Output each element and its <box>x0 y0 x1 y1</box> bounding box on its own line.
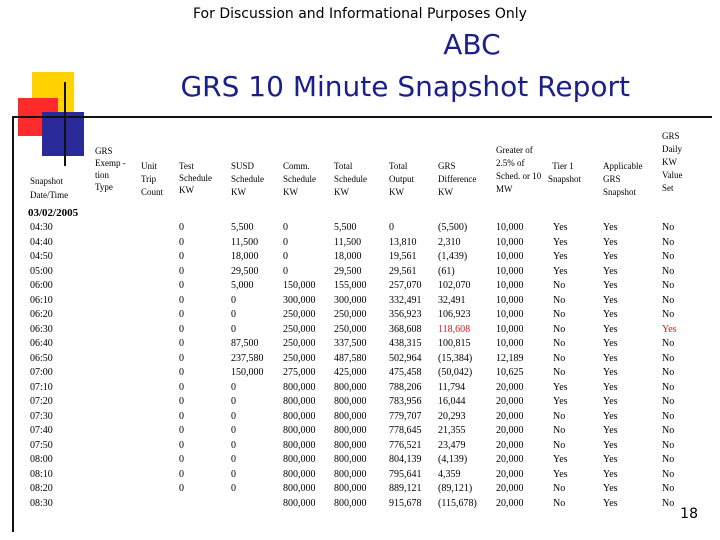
table-cell-output: 804,139 <box>389 454 422 465</box>
table-cell-output: 783,956 <box>389 396 422 407</box>
table-cell-greater: 10,000 <box>496 222 524 233</box>
header-comm-schedule-kw: Comm. Schedule KW <box>283 161 316 197</box>
table-cell-diff: (50,042) <box>438 367 473 378</box>
table-cell-output: 778,645 <box>389 425 422 436</box>
decorative-vertical-line <box>64 82 66 166</box>
table-cell-test: 0 <box>179 251 184 262</box>
table-cell-susd: 87,500 <box>231 338 259 349</box>
table-cell-tier1: Yes <box>553 236 568 248</box>
table-cell-susd: 5,000 <box>231 280 254 291</box>
table-cell-test: 0 <box>179 352 184 364</box>
table-cell-tier1: Yes <box>553 454 568 465</box>
table-cell-susd: 150,000 <box>231 367 264 378</box>
table-cell-susd: 0 <box>231 439 236 451</box>
decorative-horizontal-line <box>12 116 712 118</box>
table-cell-test: 0 <box>179 454 184 465</box>
table-cell-time: 04:30 <box>30 222 53 233</box>
table-cell-daily: No <box>662 222 675 233</box>
table-cell-comm: 250,000 <box>283 323 316 335</box>
table-cell-greater: 10,000 <box>496 236 524 248</box>
table-cell-output: 356,923 <box>389 309 422 320</box>
table-cell-tier1: Yes <box>553 381 568 393</box>
table-cell-greater: 10,000 <box>496 251 524 262</box>
table-cell-total-sched: 250,000 <box>334 309 367 320</box>
table-cell-comm: 800,000 <box>283 439 316 451</box>
table-cell-tier1: No <box>553 367 566 378</box>
table-cell-diff: (89,121) <box>438 483 473 494</box>
table-cell-comm: 275,000 <box>283 367 316 378</box>
table-cell-total-sched: 487,580 <box>334 352 367 364</box>
table-cell-total-sched: 800,000 <box>334 483 367 494</box>
table-cell-daily: No <box>662 352 675 364</box>
table-cell-susd: 0 <box>231 323 236 335</box>
table-cell-applicable: Yes <box>603 352 618 364</box>
table-cell-applicable: Yes <box>603 251 618 262</box>
table-cell-comm: 800,000 <box>283 381 316 393</box>
table-cell-diff: (1,439) <box>438 251 468 262</box>
table-cell-applicable: Yes <box>603 280 618 291</box>
table-cell-time: 06:10 <box>30 294 53 306</box>
table-cell-time: 07:10 <box>30 381 53 393</box>
table-cell-diff: 100,815 <box>438 338 471 349</box>
table-cell-tier1: No <box>553 497 566 509</box>
header-grs-exemption-type: GRS Exemp -tion Type <box>95 146 126 192</box>
table-cell-susd: 237,580 <box>231 352 264 364</box>
table-cell-diff: 102,070 <box>438 280 471 291</box>
table-cell-test: 0 <box>179 265 184 277</box>
table-cell-comm: 250,000 <box>283 338 316 349</box>
table-cell-test: 0 <box>179 309 184 320</box>
table-cell-comm: 250,000 <box>283 352 316 364</box>
table-cell-total-sched: 800,000 <box>334 439 367 451</box>
table-cell-susd: 11,500 <box>231 236 259 248</box>
table-cell-test: 0 <box>179 439 184 451</box>
table-cell-daily: No <box>662 338 675 349</box>
table-cell-time: 07:20 <box>30 396 53 407</box>
table-cell-test: 0 <box>179 338 184 349</box>
table-cell-total-sched: 300,000 <box>334 294 367 306</box>
table-cell-tier1: No <box>553 280 566 291</box>
header-total-output-kw: Total Output KW <box>389 161 415 197</box>
table-cell-applicable: Yes <box>603 381 618 393</box>
table-cell-comm: 800,000 <box>283 410 316 422</box>
table-cell-test: 0 <box>179 381 184 393</box>
table-cell-output: 332,491 <box>389 294 422 306</box>
table-cell-time: 07:50 <box>30 439 53 451</box>
table-cell-comm: 800,000 <box>283 483 316 494</box>
table-cell-total-sched: 800,000 <box>334 410 367 422</box>
table-cell-output: 0 <box>389 222 394 233</box>
table-cell-test: 0 <box>179 294 184 306</box>
table-cell-tier1: Yes <box>553 396 568 407</box>
table-cell-daily: No <box>662 294 675 306</box>
table-cell-comm: 800,000 <box>283 497 316 509</box>
table-cell-diff: (4,139) <box>438 454 468 465</box>
table-cell-test: 0 <box>179 236 184 248</box>
table-cell-susd: 0 <box>231 454 236 465</box>
decorative-left-line <box>12 116 14 532</box>
table-cell-applicable: Yes <box>603 439 618 451</box>
table-cell-test: 0 <box>179 367 184 378</box>
table-cell-daily: No <box>662 251 675 262</box>
header-date-time: Snapshot Date/Time <box>30 176 69 200</box>
table-cell-time: 08:30 <box>30 497 53 509</box>
table-cell-applicable: Yes <box>603 497 618 509</box>
table-cell-daily: No <box>662 367 675 378</box>
date-label: 03/02/2005 <box>28 207 79 219</box>
table-cell-tier1: No <box>553 338 566 349</box>
table-cell-greater: 20,000 <box>496 454 524 465</box>
table-cell-time: 08:20 <box>30 483 53 494</box>
disclaimer: For Discussion and Informational Purposes Only <box>193 6 527 22</box>
table-cell-daily: No <box>662 381 675 393</box>
table-cell-output: 475,458 <box>389 367 422 378</box>
table-cell-comm: 0 <box>283 265 288 277</box>
table-cell-diff: 23,479 <box>438 439 466 451</box>
table-cell-total-sched: 5,500 <box>334 222 357 233</box>
table-cell-daily: No <box>662 468 675 480</box>
table-cell-test: 0 <box>179 222 184 233</box>
table-cell-output: 788,206 <box>389 381 422 393</box>
table-cell-test: 0 <box>179 468 184 480</box>
table-cell-output: 19,561 <box>389 251 417 262</box>
table-cell-time: 06:40 <box>30 338 53 349</box>
table-cell-total-sched: 155,000 <box>334 280 367 291</box>
table-cell-tier1: No <box>553 439 566 451</box>
table-cell-greater: 20,000 <box>496 425 524 436</box>
table-cell-test: 0 <box>179 483 184 494</box>
table-cell-daily: Yes <box>662 323 677 335</box>
table-cell-total-sched: 800,000 <box>334 497 367 509</box>
table-cell-output: 915,678 <box>389 497 422 509</box>
table-cell-diff: 32,491 <box>438 294 466 306</box>
table-cell-diff: 20,293 <box>438 410 466 422</box>
table-cell-daily: No <box>662 265 675 277</box>
table-cell-applicable: Yes <box>603 367 618 378</box>
table-cell-greater: 20,000 <box>496 497 524 509</box>
table-cell-time: 05:00 <box>30 265 53 277</box>
table-cell-susd: 0 <box>231 309 236 320</box>
table-cell-daily: No <box>662 236 675 248</box>
table-cell-greater: 20,000 <box>496 439 524 451</box>
table-cell-comm: 0 <box>283 251 288 262</box>
table-cell-daily: No <box>662 410 675 422</box>
table-cell-greater: 20,000 <box>496 381 524 393</box>
table-cell-test: 0 <box>179 410 184 422</box>
header-grs-difference-kw: GRS Difference KW <box>438 161 477 197</box>
table-cell-comm: 800,000 <box>283 396 316 407</box>
table-cell-diff: (61) <box>438 265 455 277</box>
table-cell-daily: No <box>662 497 675 509</box>
table-cell-output: 795,641 <box>389 468 422 480</box>
table-cell-output: 29,561 <box>389 265 417 277</box>
table-cell-total-sched: 800,000 <box>334 454 367 465</box>
table-cell-output: 889,121 <box>389 483 422 494</box>
table-cell-tier1: Yes <box>553 468 568 480</box>
table-cell-comm: 800,000 <box>283 425 316 436</box>
header-tier1-snapshot: Tier 1 Snapshot <box>548 161 582 184</box>
header-greater-of: Greater of 2.5% of Sched. or 10 MW <box>496 145 542 194</box>
table-cell-susd: 0 <box>231 410 236 422</box>
table-cell-total-sched: 29,500 <box>334 265 362 277</box>
table-cell-susd: 18,000 <box>231 251 259 262</box>
header-applicable-grs-snapshot: Applicable GRS Snapshot <box>603 161 643 197</box>
table-cell-diff: (15,384) <box>438 352 473 364</box>
table-cell-susd: 0 <box>231 294 236 306</box>
table-cell-time: 06:30 <box>30 323 53 335</box>
table-cell-greater: 20,000 <box>496 410 524 422</box>
table-cell-test: 0 <box>179 280 184 291</box>
decorative-blue-square <box>42 112 84 156</box>
table-cell-comm: 300,000 <box>283 294 316 306</box>
table-cell-diff: 21,355 <box>438 425 466 436</box>
table-cell-applicable: Yes <box>603 222 618 233</box>
table-cell-tier1: Yes <box>553 251 568 262</box>
table-cell-daily: No <box>662 425 675 436</box>
table-cell-time: 06:00 <box>30 280 53 291</box>
table-cell-total-sched: 425,000 <box>334 367 367 378</box>
table-cell-total-sched: 800,000 <box>334 381 367 393</box>
table-cell-time: 07:40 <box>30 425 53 436</box>
title-line-2: GRS 10 Minute Snapshot Report <box>180 70 630 103</box>
table-cell-test: 0 <box>179 396 184 407</box>
table-cell-time: 07:00 <box>30 367 53 378</box>
table-cell-tier1: Yes <box>553 265 568 277</box>
table-cell-tier1: No <box>553 425 566 436</box>
table-cell-diff: 118,608 <box>438 323 471 335</box>
table-cell-total-sched: 18,000 <box>334 251 362 262</box>
table-cell-diff: (115,678) <box>438 497 477 509</box>
table-cell-test: 0 <box>179 425 184 436</box>
table-cell-daily: No <box>662 280 675 291</box>
header-test-schedule-kw: Test Schedule KW <box>179 161 212 195</box>
table-cell-diff: 106,923 <box>438 309 471 320</box>
table-cell-comm: 800,000 <box>283 468 316 480</box>
table-cell-greater: 10,000 <box>496 309 524 320</box>
table-cell-comm: 150,000 <box>283 280 316 291</box>
table-cell-susd: 0 <box>231 396 236 407</box>
table-cell-tier1: No <box>553 352 566 364</box>
table-cell-total-sched: 11,500 <box>334 236 362 248</box>
header-susd-schedule-kw: SUSD Schedule KW <box>231 161 264 197</box>
table-cell-daily: No <box>662 454 675 465</box>
table-cell-output: 776,521 <box>389 439 422 451</box>
table-cell-output: 779,707 <box>389 410 422 422</box>
table-cell-tier1: No <box>553 309 566 320</box>
table-cell-diff: 4,359 <box>438 468 461 480</box>
table-cell-comm: 0 <box>283 222 288 233</box>
table-cell-time: 08:10 <box>30 468 53 480</box>
table-cell-applicable: Yes <box>603 265 618 277</box>
table-cell-tier1: No <box>553 410 566 422</box>
table-cell-greater: 20,000 <box>496 483 524 494</box>
table-cell-output: 13,810 <box>389 236 417 248</box>
table-cell-greater: 12,189 <box>496 352 524 364</box>
table-cell-susd: 5,500 <box>231 222 254 233</box>
table-cell-output: 257,070 <box>389 280 422 291</box>
table-cell-susd: 0 <box>231 425 236 436</box>
table-cell-susd: 0 <box>231 381 236 393</box>
table-cell-total-sched: 800,000 <box>334 396 367 407</box>
table-cell-output: 438,315 <box>389 338 422 349</box>
header-unit-trip-count: Unit Trip Count <box>141 161 164 197</box>
table-cell-daily: No <box>662 396 675 407</box>
table-cell-applicable: Yes <box>603 410 618 422</box>
table-cell-tier1: No <box>553 323 566 335</box>
table-cell-diff: 11,794 <box>438 381 466 393</box>
table-cell-greater: 20,000 <box>496 468 524 480</box>
table-cell-daily: No <box>662 483 675 494</box>
table-cell-applicable: Yes <box>603 396 618 407</box>
table-cell-time: 04:40 <box>30 236 53 248</box>
table-cell-susd: 0 <box>231 483 236 494</box>
table-cell-greater: 10,000 <box>496 323 524 335</box>
table-cell-tier1: Yes <box>553 222 568 233</box>
table-cell-greater: 10,000 <box>496 280 524 291</box>
header-grs-daily-kw-value-set: GRS Daily KW Value Set <box>662 131 683 193</box>
table-cell-applicable: Yes <box>603 236 618 248</box>
table-cell-diff: 2,310 <box>438 236 461 248</box>
table-cell-greater: 10,000 <box>496 265 524 277</box>
table-cell-tier1: No <box>553 483 566 494</box>
table-cell-greater: 10,000 <box>496 338 524 349</box>
table-cell-applicable: Yes <box>603 468 618 480</box>
table-cell-greater: 10,000 <box>496 294 524 306</box>
table-cell-total-sched: 800,000 <box>334 425 367 436</box>
table-cell-susd: 29,500 <box>231 265 259 277</box>
table-cell-total-sched: 250,000 <box>334 323 367 335</box>
table-cell-output: 368,608 <box>389 323 422 335</box>
table-cell-applicable: Yes <box>603 425 618 436</box>
table-cell-comm: 800,000 <box>283 454 316 465</box>
page-number: 18 <box>680 506 698 522</box>
table-cell-greater: 20,000 <box>496 396 524 407</box>
table-cell-daily: No <box>662 439 675 451</box>
table-cell-applicable: Yes <box>603 323 618 335</box>
table-cell-output: 502,964 <box>389 352 422 364</box>
table-cell-greater: 10,625 <box>496 367 524 378</box>
table-cell-time: 06:50 <box>30 352 53 364</box>
table-cell-total-sched: 800,000 <box>334 468 367 480</box>
table-cell-time: 04:50 <box>30 251 53 262</box>
table-cell-applicable: Yes <box>603 338 618 349</box>
table-cell-applicable: Yes <box>603 294 618 306</box>
title-line-1: ABC <box>443 28 501 61</box>
table-cell-diff: (5,500) <box>438 222 468 233</box>
table-cell-applicable: Yes <box>603 483 618 494</box>
table-cell-susd: 0 <box>231 468 236 480</box>
table-cell-daily: No <box>662 309 675 320</box>
header-total-schedule-kw: Total Schedule KW <box>334 161 367 197</box>
table-cell-applicable: Yes <box>603 309 618 320</box>
table-cell-comm: 250,000 <box>283 309 316 320</box>
table-cell-time: 08:00 <box>30 454 53 465</box>
table-cell-diff: 16,044 <box>438 396 466 407</box>
table-cell-total-sched: 337,500 <box>334 338 367 349</box>
table-cell-time: 06:20 <box>30 309 53 320</box>
table-cell-tier1: No <box>553 294 566 306</box>
table-cell-applicable: Yes <box>603 454 618 465</box>
table-cell-comm: 0 <box>283 236 288 248</box>
table-cell-test: 0 <box>179 323 184 335</box>
table-cell-time: 07:30 <box>30 410 53 422</box>
